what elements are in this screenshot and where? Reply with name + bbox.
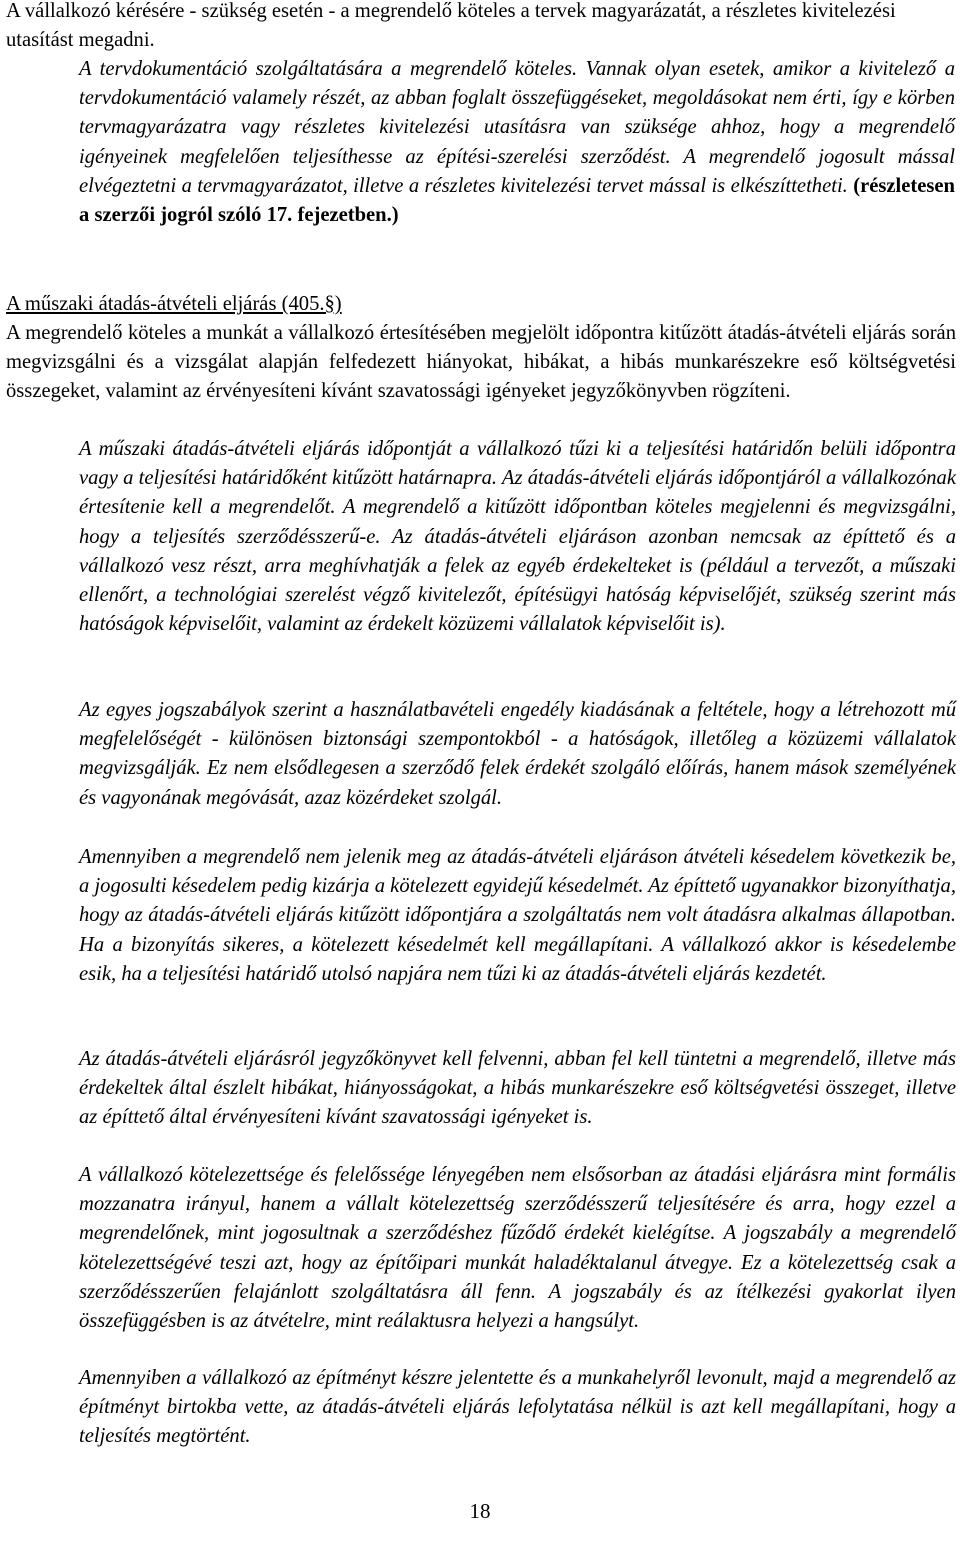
paragraph-megrendelo-koteles: A megrendelő köteles a munkát a vállalkozó értesítésében megjelölt időpontra kitűzött átadás-átvételi eljárás során megvizsgálni és a vizsgálat alapján felfedezett hiányokat, hibákat, a hibás munkarészekre eső költségvetési összegeket, valamint az érvényesíteni kívánt szavatossági igényeket jegyzőkönyvben rögzíteni.: [6, 322, 956, 403]
page-number: 18: [469, 1499, 491, 1523]
paragraph-jogszabalyok: Az egyes jogszabályok szerint a használatbavételi engedély kiadásának a feltétele, hogy a létrehozott mű megfelelőségét - különösen biztonsági szempontokból - a hatóságok, illetőleg a közüzemi vállalatok megvizsgálják. Ez nem elsődlegesen a szerződő felek érdekét szolgáló előírás, hanem mások személyének és vagyonának megóvását, azaz közérdeket szolgál.: [79, 699, 956, 809]
tervdokumentacio-paragraph: [79, 55, 955, 230]
intro-paragraph: A vállalkozó kérésére - szükség esetén - a megrendelő köteles a tervek magyarázatát, a részletes kivitelezési utasítást megadni.: [6, 0, 896, 52]
paragraph-kotelezettseg: A vállalkozó kötelezettsége és felelőssége lényegében nem elsősorban az átadási eljárásra mint formális mozzanatra irányul, hanem a vállalt kötelezettség szerződésszerű teljesítésére és arra, hogy ezzel a megrendelőnek, mint jogosultnak a szerződéshez fűződő érdekét kielégítse. A jogszabály a megrendelő kötelezettségévé teszi azt, hogy az építőipari munkát haladéktalanul átvegye. Ez a kötelezettség csak a szerződésszerűen felajánlott szolgáltatásra áll fenn. A jogszabály és az ítélkezési gyakorlat ilyen összefüggésben is az átvételre, mint reálaktusra helyezi a hangsúlyt.: [79, 1164, 956, 1333]
paragraph-birtokba-vetel: Amennyiben a vállalkozó az építményt készre jelentette és a munkahelyről levonult, majd a megrendelő az építményt birtokba vette, az átadás-átvételi eljárás lefolytatása nélkül is azt kell megállapítani, hogy a teljesítés megtörtént.: [79, 1367, 956, 1448]
tervdokumentacio-bold-note: (részletesen a szerzői jogról szóló 17. fejezetben.): [79, 174, 955, 227]
paragraph-jegyzokonyv: Az átadás-átvételi eljárásról jegyzőkönyvet kell felvenni, abban fel kell tüntetni a megrendelő, illetve más érdekeltek által észlelt hibákat, hiányosságokat, a hibás munkarészekre eső költségvetési összeget, illetve az építtető által érvényesíteni kívánt szavatossági igényeket is.: [79, 1048, 956, 1129]
paragraph-idopont: A műszaki átadás-átvételi eljárás időpontját a vállalkozó tűzi ki a teljesítési határidőn belüli időpontra vagy a teljesítési határidőként kitűzött határnapra. Az átadás-átvételi eljárás időpontjáról a vállalkozónak értesítenie kell a megrendelőt. A megrendelő a kitűzött időpontban köteles megjelenni és megvizsgálni, hogy a teljesítés szerződésszerű-e. Az átadás-átvételi eljáráson azonban nemcsak az építtető és a vállalkozó vesz részt, arra meghívhatják a felek az egyéb érdekelteket is (például a tervezőt, a műszaki ellenőrt, a technológiai szerelést végző kivitelezőt, építésügyi hatóság képviselőjét, szükség szerint más hatóságok képviselőit, valamint az érdekelt közüzemi vállalatok képviselőit is).: [79, 438, 956, 636]
section-heading: A műszaki átadás-átvételi eljárás (405.§): [6, 293, 342, 315]
tervdokumentacio-text: A tervdokumentáció szolgáltatására a megrendelő köteles. Vannak olyan esetek, amikor a kivitelező a tervdokumentáció valamely részét, az abban foglalt összefüggéseket, megoldásokat nem érti, így e körben tervmagyarázatra vagy részletes kivitelezési utasításra van szüksége ahhoz, hogy a megrendelő igényeinek megfelelően teljesíthesse az építési-szerelési szerződést. A megrendelő jogosult mással elvégeztetni a tervmagyarázatot, illetve a részletes kivitelezési tervet mással is elkészíttetheti.: [79, 58, 955, 197]
paragraph-kesedelem: Amennyiben a megrendelő nem jelenik meg az átadás-átvételi eljáráson átvételi késedelem következik be, a jogosulti késedelem pedig kizárja a kötelezett egyidejű késedelmét. Az építtető ugyanakkor bizonyíthatja, hogy az átadás-átvételi eljárás kitűzött időpontjára a szolgáltatás nem volt átadásra alkalmas állapotban. Ha a bizonyítás sikeres, a kötelezett késedelmét kell megállapítani. A vállalkozó akkor is késedelembe esik, ha a teljesítési határidő utolsó napjára nem tűzi ki az átadás-átvételi eljárás kezdetét.: [79, 846, 956, 985]
